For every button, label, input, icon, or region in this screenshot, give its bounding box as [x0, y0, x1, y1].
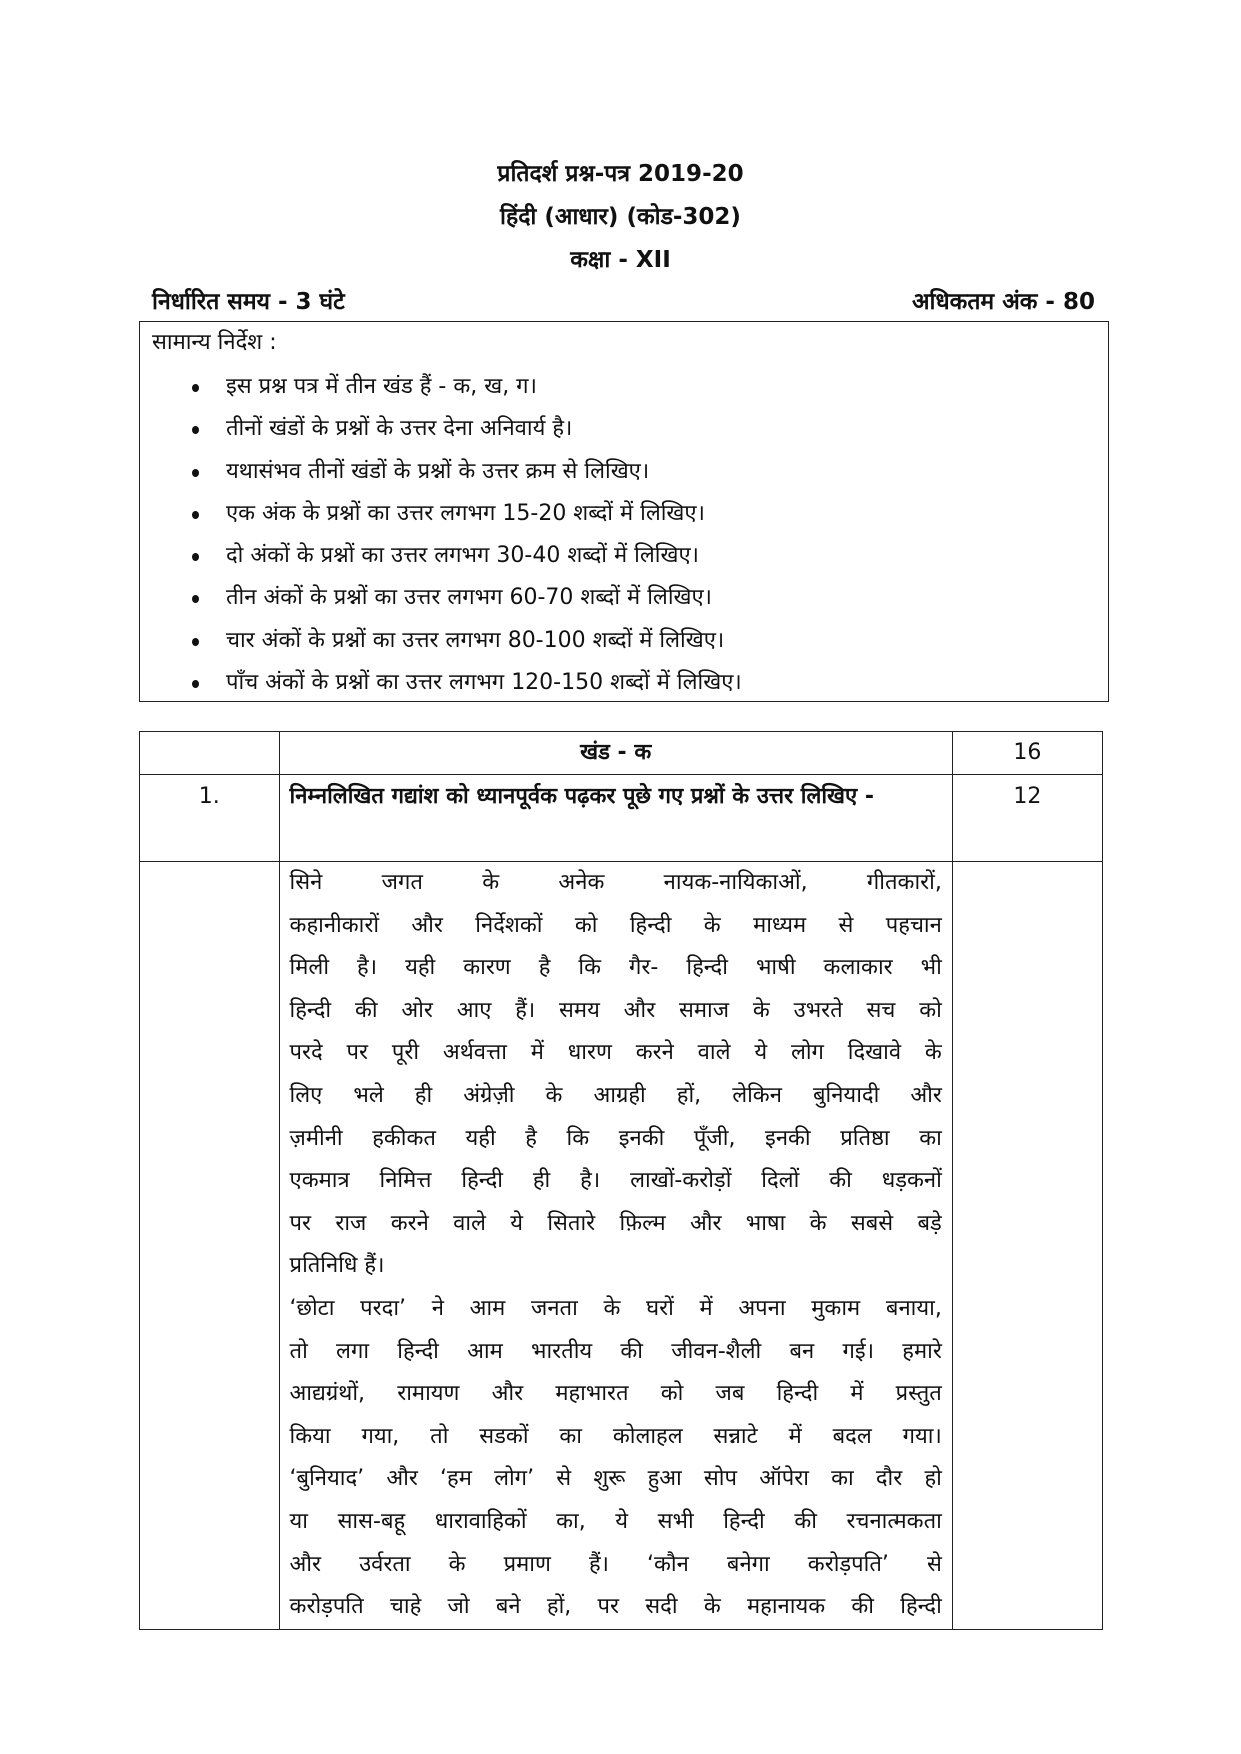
- instruction-item: [140, 366, 742, 408]
- general-instructions-box: [139, 321, 1109, 702]
- passage-line: आद्यग्रंथों, रामायण और महाभारत को जब हिन्दी में प्रस्तुत: [289, 1381, 942, 1407]
- empty-cell: [952, 862, 1102, 1630]
- bullet-icon: [192, 511, 199, 519]
- passage-line: ‘छोटा परदा’ ने आम जनता के घरों में अपना मुकाम बनाया,: [289, 1295, 942, 1321]
- passage-line: तो लगा हिन्दी आम भारतीय की जीवन-शैली बन गई। हमारे: [289, 1338, 942, 1364]
- passage-line: मिली है। यही कारण है कि गैर- हिन्दी भाषी कलाकार भी: [289, 955, 942, 981]
- instruction-text: यथासंभव तीनों खंडों के प्रश्नों के उत्तर क्रम से लिखिए।: [226, 458, 650, 484]
- instruction-item: [140, 577, 742, 619]
- class-label: कक्षा - XII: [570, 247, 671, 273]
- passage-line: और उर्वरता के प्रमाण हैं। ‘कौन बनेगा करोड़पति’ से: [289, 1551, 942, 1577]
- question-row: [140, 775, 1103, 862]
- question-text: निम्नलिखित गद्यांश को ध्यानपूर्वक पढ़कर पूछे गए प्रश्नों के उत्तर लिखिए -: [279, 775, 952, 862]
- instruction-text: चार अंकों के प्रश्नों का उत्तर लगभग 80-100 शब्दों में लिखिए।: [226, 627, 725, 653]
- instructions-list: [140, 366, 742, 704]
- passage: [279, 862, 952, 1630]
- passage-line: ‘बुनियाद’ और ‘हम लोग’ से शुरू हुआ सोप ऑपेरा का दौर हो: [289, 1466, 942, 1492]
- section-title: खंड - क: [279, 732, 952, 775]
- instructions-title: सामान्य निर्देश :: [152, 330, 277, 355]
- maximum-marks: अधिकतम अंक - 80: [911, 289, 1095, 315]
- instruction-item: [140, 620, 742, 662]
- paper-title: प्रतिदर्श प्रश्न-पत्र 2019-20: [497, 161, 744, 187]
- bullet-icon: [192, 426, 199, 434]
- bullet-icon: [192, 680, 199, 688]
- instruction-item: [140, 535, 742, 577]
- instruction-item: [140, 662, 742, 704]
- section-row: [140, 732, 1103, 775]
- time-allowed: निर्धारित समय - 3 घंटे: [152, 289, 345, 315]
- bullet-icon: [192, 384, 199, 392]
- instruction-text: तीन अंकों के प्रश्नों का उत्तर लगभग 60-70 शब्दों में लिखिए।: [226, 585, 713, 611]
- passage-line: किया गया, तो सडकों का कोलाहल सन्नाटे में बदल गया।: [289, 1423, 942, 1449]
- passage-line: प्रतिनिधि हैं।: [289, 1253, 385, 1279]
- section-marks: 16: [952, 732, 1102, 775]
- subject-code: हिंदी (आधार) (कोड-302): [500, 204, 741, 230]
- instruction-text: दो अंकों के प्रश्नों का उत्तर लगभग 30-40 शब्दों में लिखिए।: [226, 543, 699, 569]
- bullet-icon: [192, 553, 199, 561]
- instruction-text: इस प्रश्न पत्र में तीन खंड हैं - क, ख, ग।: [226, 374, 537, 399]
- passage-row: [140, 862, 1103, 1630]
- instruction-item: [140, 451, 742, 493]
- question-number: 1.: [140, 775, 280, 862]
- bullet-icon: [192, 638, 199, 646]
- bullet-icon: [192, 595, 199, 603]
- instruction-item: [140, 408, 742, 450]
- question-table: [139, 731, 1103, 1630]
- passage-line: ज़मीनी हकीकत यही है कि इनकी पूँजी, इनकी प्रतिष्ठा का: [289, 1125, 942, 1151]
- instruction-text: एक अंक के प्रश्नों का उत्तर लगभग 15-20 शब्दों में लिखिए।: [226, 500, 705, 526]
- passage-line: सिने जगत के अनेक नायक-नायिकाओं, गीतकारों,: [289, 870, 942, 895]
- bullet-icon: [192, 469, 199, 477]
- instruction-item: [140, 493, 742, 535]
- passage-line: एकमात्र निमित्त हिन्दी ही है। लाखों-करोड़ों दिलों की धड़कनों: [289, 1168, 942, 1194]
- instruction-text: तीनों खंडों के प्रश्नों के उत्तर देना अनिवार्य है।: [226, 416, 573, 442]
- empty-cell: [140, 862, 280, 1630]
- passage-line: कहानीकारों और निर्देशकों को हिन्दी के माध्यम से पहचान: [289, 912, 942, 938]
- question-marks: 12: [952, 775, 1102, 862]
- empty-cell: [140, 732, 280, 775]
- passage-line: हिन्दी की ओर आए हैं। समय और समाज के उभरते सच को: [289, 997, 942, 1023]
- instruction-text: पाँच अंकों के प्रश्नों का उत्तर लगभग 120-150 शब्दों में लिखिए।: [226, 670, 742, 696]
- passage-line: पर राज करने वाले ये सितारे फ़िल्म और भाषा के सबसे बड़े: [289, 1210, 942, 1236]
- passage-line: करोड़पति चाहे जो बने हों, पर सदी के महानायक की हिन्दी: [289, 1594, 942, 1620]
- passage-line: लिए भले ही अंग्रेज़ी के आग्रही हों, लेकिन बुनियादी और: [289, 1082, 942, 1108]
- passage-line: परदे पर पूरी अर्थवत्ता में धारण करने वाले ये लोग दिखावे के: [289, 1040, 942, 1066]
- passage-line: या सास-बहू धारावाहिकों का, ये सभी हिन्दी की रचनात्मकता: [289, 1508, 942, 1534]
